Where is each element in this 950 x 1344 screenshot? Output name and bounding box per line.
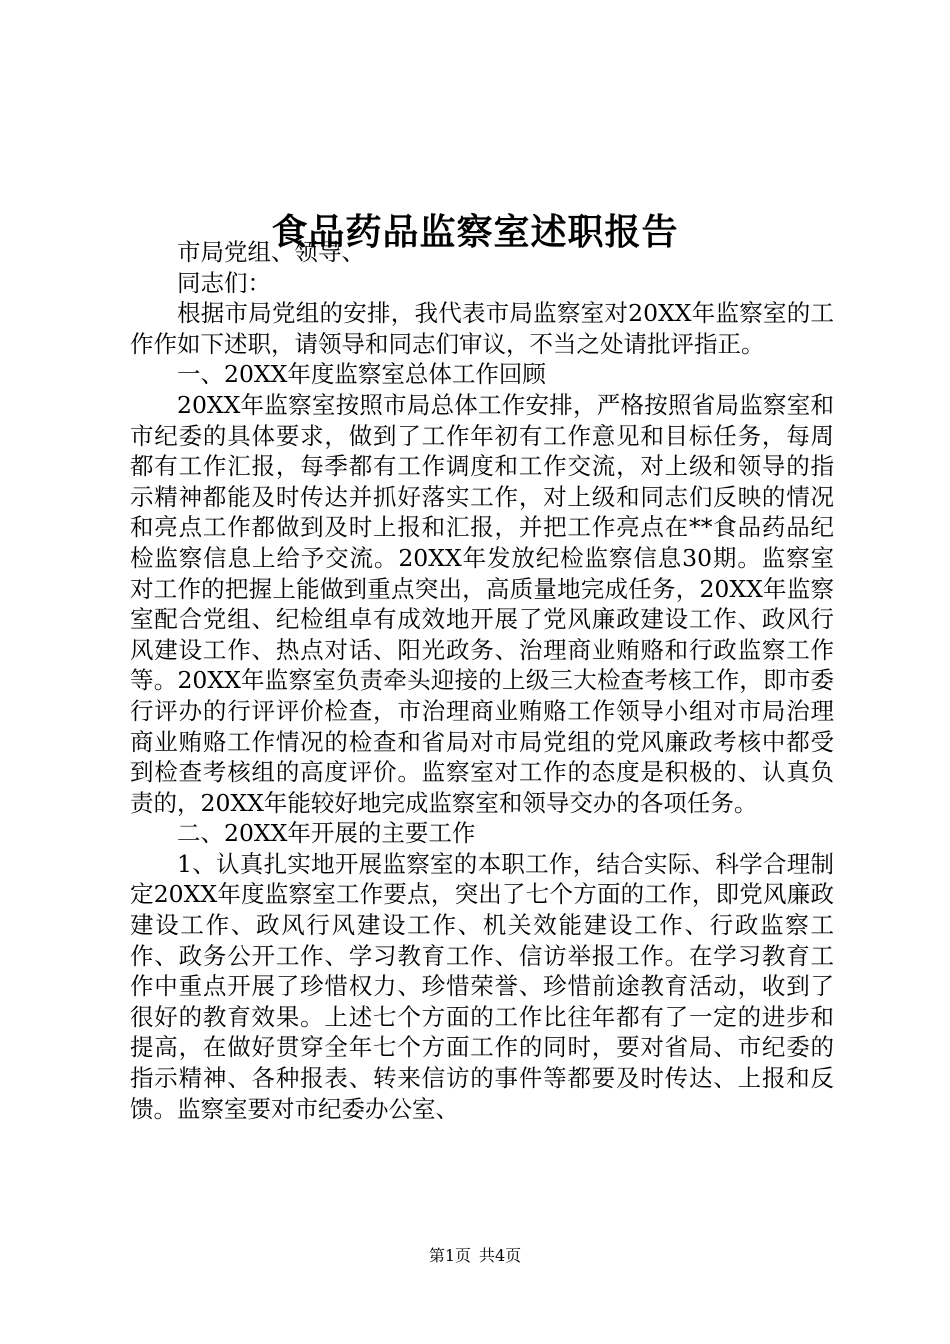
page-footer [0, 1244, 950, 1268]
document-title: 食品药品监察室述职报告 [271, 211, 679, 254]
page-number-current: 第1页 [428, 1246, 471, 1265]
section-2-paragraph: 1、认真扎实地开展监察室的本职工作，结合实际、科学合理制定20XX年度监察室工作要点，突出了七个方面的工作，即党风廉政建设工作、政风行风建设工作、机关效能建设工作、行政监察工作、政务公开工作、学习教育工作、信访举报工作。在学习教育工作中重点开展了珍惜权力、珍惜荣誉、珍惜前途教育活动，收到了很好的教育效果。上述七个方面的工作比往年都有了一定的进步和提高，在做好贯穿全年七个方面工作的同时，要对省局、市纪委的指示精神、各种报表、转来信访的事件等都要及时传达、上报和反馈。监察室要对市纪委办公室、 [130, 849, 834, 1123]
salutation-line-1: 市局党组、领导、 [177, 238, 365, 266]
section-heading-2: 二、20XX年开展的主要工作 [177, 819, 476, 848]
intro-paragraph: 根据市局党组的安排，我代表市局监察室对20XX年监察室的工作作如下述职，请领导和同志们审议，不当之处请批评指正。 [130, 299, 834, 358]
page-number-total: 共4页 [479, 1246, 522, 1265]
section-1-paragraph: 20XX年监察室按照市局总体工作安排，严格按照省局监察室和市纪委的具体要求，做到了工作年初有工作意见和目标任务，每周都有工作汇报，每季都有工作调度和工作交流，对上级和领导的指示精神都能及时传达并抓好落实工作，对上级和同志们反映的情况和亮点工作都做到及时上报和汇报，并把工作亮点在**食品药品纪检监察信息上给予交流。20XX年发放纪检监察信息30期。监察室对工作的把握上能做到重点突出，高质量地完成任务，20XX年监察室配合党组、纪检组卓有成效地开展了党风廉政建设工作、政风行风建设工作、热点对话、阳光政务、治理商业贿赂和行政监察工作等。20XX年监察室负责牵头迎接的上级三大检查考核工作，即市委行评办的行评评价检查，市治理商业贿赂工作领导小组对市局治理商业贿赂工作情况的检查和省局对市局党组的党风廉政考核中都受到检查考核组的高度评价。监察室对工作的态度是积极的、认真负责的，20XX年能较好地完成监察室和领导交办的各项任务。 [130, 390, 834, 817]
section-heading-1: 一、20XX年度监察室总体工作回顾 [177, 360, 546, 389]
salutation-line-2: 同志们： [177, 268, 271, 297]
document-body [130, 237, 834, 1124]
